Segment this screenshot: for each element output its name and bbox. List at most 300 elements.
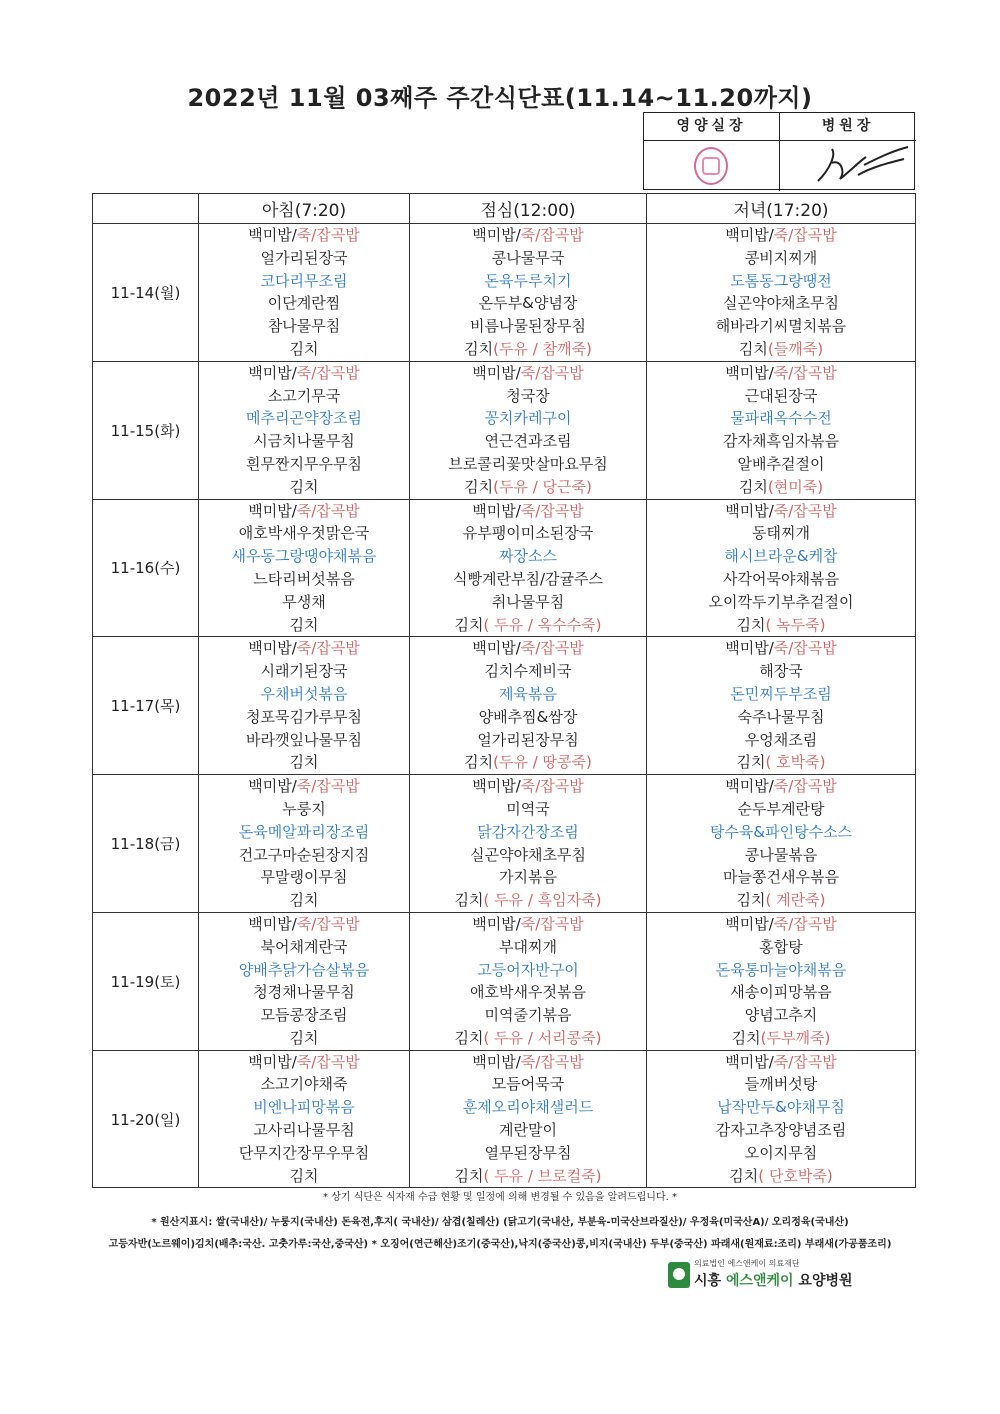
menu-item-text: 새송이피망볶음 <box>730 983 832 1002</box>
menu-item-text: 오이깍두기부추겉절이 <box>708 592 854 611</box>
menu-item <box>647 407 915 430</box>
origin-label-line-2: 고등자반(노르웨이)김치(배추:국산. 고춧가루:국산,중국산) * 오징어(연근해산)조기(중국산),낙지(중국산)콩,비지(국내산) 두부(중국산) 파래새(원재료:조리) 부래새(가공품조리) <box>108 1239 892 1250</box>
rice-white: 백미밥/ <box>725 363 774 382</box>
dinner-cell <box>647 224 916 362</box>
rice-white: 백미밥/ <box>472 639 521 658</box>
menu-item <box>199 568 409 591</box>
menu-item <box>410 683 646 706</box>
menu-item-text: 소고기무국 <box>267 386 341 405</box>
menu-item <box>199 729 409 752</box>
menu-item <box>410 729 646 752</box>
menu-item-text: 동태찌개 <box>752 524 810 543</box>
menu-item-text: 김치 <box>738 477 768 496</box>
rice-white: 백미밥/ <box>472 1052 521 1071</box>
dinner-cell <box>647 637 916 775</box>
dietitian-seal-cell <box>644 141 780 191</box>
origin-label-line-1: * 원산지표시: 쌀(국내산)/ 누룽지(국내산) 돈육전,후지( 국내산)/ 삼겹(칠레산) (닭고기(국내산, 부분육-미국산브라질산)/ 우정육(미국산A)/ 오리정육(국내산) <box>151 1217 849 1228</box>
menu-item-text: 감자고추장양념조림 <box>715 1121 847 1140</box>
rice-line <box>410 500 646 523</box>
menu-item <box>647 821 915 844</box>
day-label: 11-16(수) <box>93 499 199 637</box>
rice-white: 백미밥/ <box>472 777 521 796</box>
table-row <box>93 499 916 637</box>
menu-item-text: 우채버섯볶음 <box>260 684 348 703</box>
snack-text: (두유 / 참깨죽) <box>493 339 592 358</box>
day-label: 11-15(화) <box>93 361 199 499</box>
menu-item-text: 근대된장국 <box>744 386 818 405</box>
rice-porridge-grain: 죽/잡곡밥 <box>773 226 837 244</box>
table-row <box>93 637 916 775</box>
rice-porridge-grain: 죽/잡곡밥 <box>296 1052 360 1071</box>
menu-item-text: 코다리무조림 <box>260 271 348 290</box>
breakfast-cell <box>199 499 410 637</box>
menu-item-text: 시래기된장국 <box>260 662 348 681</box>
rice-line <box>410 913 646 936</box>
day-label: 11-20(일) <box>93 1050 199 1188</box>
menu-item-text: 소고기야채죽 <box>260 1075 348 1094</box>
menu-item-text: 콩나물볶음 <box>744 845 818 864</box>
dinner-cell <box>647 912 916 1050</box>
menu-item <box>410 407 646 430</box>
menu-item <box>199 522 409 545</box>
menu-item <box>410 1119 646 1142</box>
menu-item <box>410 338 646 361</box>
rice-white: 백미밥/ <box>472 914 521 933</box>
menu-item-text: 감자채흑임자볶음 <box>723 432 839 451</box>
menu-item <box>410 315 646 338</box>
snack-text: (현미죽) <box>767 477 824 496</box>
menu-item <box>410 751 646 774</box>
rice-line <box>647 637 915 660</box>
menu-item <box>647 706 915 729</box>
menu-item-text: 콩비지찌개 <box>744 248 818 267</box>
menu-item-text: 이단계란찜 <box>267 294 341 313</box>
menu-item <box>199 889 409 912</box>
header-breakfast: 아침(7:20) <box>199 194 410 224</box>
menu-item-text: 청국장 <box>506 386 550 405</box>
menu-item-text: 고사리나물무침 <box>253 1121 355 1140</box>
director-signature-cell <box>780 141 916 191</box>
menu-item <box>647 798 915 821</box>
menu-item <box>410 476 646 499</box>
menu-item-text: 유부팽이미소된장국 <box>462 524 594 543</box>
menu-item <box>410 1073 646 1096</box>
rice-porridge-grain: 죽/잡곡밥 <box>296 914 360 933</box>
menu-item-text: 김치 <box>736 615 766 634</box>
rice-line <box>647 775 915 798</box>
menu-item <box>199 430 409 453</box>
menu-item-text: 취나물무침 <box>491 592 565 611</box>
menu-item-text: 모듬어묵국 <box>491 1075 565 1094</box>
menu-item-text: 홍합탕 <box>759 937 803 956</box>
menu-item <box>199 936 409 959</box>
approval-dietitian-label: 영양실장 <box>644 113 780 141</box>
menu-item-text: 단무지간장무우무침 <box>238 1143 370 1162</box>
menu-item <box>410 866 646 889</box>
logo-mark-icon <box>668 1262 690 1288</box>
menu-item-text: 탕수육&파인탕수소스 <box>709 822 853 841</box>
menu-item-text: 무생채 <box>282 592 326 611</box>
menu-item <box>410 614 646 637</box>
rice-line <box>199 775 409 798</box>
snack-text: ( 두유 / 서리콩죽) <box>483 1028 602 1047</box>
dinner-cell <box>647 499 916 637</box>
menu-item <box>199 660 409 683</box>
day-label: 11-14(월) <box>93 224 199 362</box>
menu-item <box>199 1142 409 1165</box>
rice-white: 백미밥/ <box>248 914 297 933</box>
menu-item <box>647 270 915 293</box>
logo-hospital-name: 시흥 에스앤케이 요양병원 <box>694 1273 853 1289</box>
table-row <box>93 775 916 913</box>
rice-white: 백미밥/ <box>725 777 774 796</box>
menu-item <box>410 1004 646 1027</box>
rice-porridge-grain: 죽/잡곡밥 <box>296 501 360 520</box>
menu-item-text: 김치 <box>464 339 494 358</box>
menu-item <box>410 522 646 545</box>
menu-item-text: 돈민찌두부조림 <box>730 684 832 703</box>
menu-item <box>199 1027 409 1050</box>
page-title: 2022년 11월 03째주 주간식단표(11.14~11.20까지) <box>187 84 813 112</box>
rice-porridge-grain: 죽/잡곡밥 <box>773 777 837 796</box>
snack-text: (들깨죽) <box>767 339 824 358</box>
menu-item-text: 도톰동그랑땡전 <box>730 271 832 290</box>
menu-item <box>199 1004 409 1027</box>
menu-item-text: 미역줄기볶음 <box>484 1006 572 1025</box>
snack-text: ( 계란죽) <box>765 891 826 910</box>
menu-item-text: 김치 <box>289 615 319 634</box>
menu-item-text: 양배추찜&쌈장 <box>478 707 578 726</box>
table-row <box>93 224 916 362</box>
menu-item <box>199 1073 409 1096</box>
menu-item-text: 돈육통마늘야채볶음 <box>715 960 847 979</box>
rice-white: 백미밥/ <box>472 226 521 244</box>
menu-item <box>199 751 409 774</box>
menu-item <box>410 430 646 453</box>
menu-item <box>199 338 409 361</box>
menu-item <box>647 1027 915 1050</box>
menu-item-text: 브로콜리꽃맛살마요무침 <box>448 454 608 473</box>
menu-item-text: 부대찌개 <box>499 937 557 956</box>
table-header-row <box>93 194 916 224</box>
menu-item <box>199 1165 409 1188</box>
menu-item <box>199 407 409 430</box>
breakfast-cell <box>199 912 410 1050</box>
menu-item <box>199 247 409 270</box>
menu-item <box>199 453 409 476</box>
day-label: 11-19(토) <box>93 912 199 1050</box>
rice-white: 백미밥/ <box>248 639 297 658</box>
menu-item-text: 알배추겉절이 <box>737 454 825 473</box>
menu-item <box>199 1119 409 1142</box>
menu-item <box>647 1096 915 1119</box>
menu-item-text: 느타리버섯볶음 <box>253 569 355 588</box>
lunch-cell <box>410 361 647 499</box>
menu-item-text: 애호박새우젓맑은국 <box>238 524 370 543</box>
menu-item-text: 김치 <box>289 1028 319 1047</box>
rice-line <box>647 224 915 247</box>
change-notice: * 상기 식단은 식자재 수급 현황 및 일정에 의해 변경될 수 있음을 알려드립니다. * <box>323 1192 677 1203</box>
logo-foundation-name: 의료법인 에스앤케이 의료재단 <box>694 1259 800 1268</box>
menu-item-text: 청경채나물무침 <box>253 983 355 1002</box>
menu-item-text: 김치 <box>736 891 766 910</box>
menu-item-text: 김치 <box>464 753 494 772</box>
menu-item <box>647 751 915 774</box>
menu-item-text: 오이지무침 <box>744 1143 818 1162</box>
rice-porridge-grain: 죽/잡곡밥 <box>520 226 584 244</box>
rice-porridge-grain: 죽/잡곡밥 <box>520 777 584 796</box>
lunch-cell <box>410 912 647 1050</box>
menu-item-text: 흰무짠지무우무침 <box>246 454 362 473</box>
snack-text: (두유 / 당근죽) <box>493 477 592 496</box>
menu-item-text: 가지볶음 <box>499 868 557 887</box>
menu-item <box>199 315 409 338</box>
menu-item-text: 사각어묵야채볶음 <box>723 569 839 588</box>
menu-item-text: 김치 <box>289 891 319 910</box>
rice-white: 백미밥/ <box>248 363 297 382</box>
menu-item-text: 건고구마순된장지짐 <box>238 845 370 864</box>
dinner-cell <box>647 775 916 913</box>
menu-item-text: 짜장소스 <box>499 547 557 566</box>
rice-line <box>410 775 646 798</box>
menu-item <box>410 545 646 568</box>
rice-porridge-grain: 죽/잡곡밥 <box>520 914 584 933</box>
rice-white: 백미밥/ <box>725 1052 774 1071</box>
menu-item <box>647 292 915 315</box>
breakfast-cell <box>199 775 410 913</box>
menu-item-text: 훈제오리야채샐러드 <box>462 1098 594 1117</box>
menu-item <box>199 292 409 315</box>
menu-item-text: 미역국 <box>506 799 550 818</box>
menu-item <box>410 844 646 867</box>
menu-item-text: 납작만두&야채무침 <box>717 1098 845 1117</box>
rice-line <box>199 362 409 385</box>
menu-item-text: 숙주나물무침 <box>737 707 825 726</box>
menu-item <box>199 591 409 614</box>
menu-item-text: 콩나물무국 <box>491 248 565 267</box>
menu-item-text: 실곤약야채초무침 <box>470 845 586 864</box>
menu-item-text: 얼가리된장무침 <box>477 730 579 749</box>
signature <box>780 141 916 191</box>
menu-item <box>410 706 646 729</box>
menu-item-text: 꽁치카레구이 <box>484 409 572 428</box>
menu-item-text: 실곤약야채초무침 <box>723 294 839 313</box>
snack-text: ( 두유 / 흑임자죽) <box>483 891 602 910</box>
menu-item-text: 돈육메알꽈리장조림 <box>238 822 370 841</box>
menu-item-text: 김치 <box>289 339 319 358</box>
menu-item-text: 김치 <box>454 615 484 634</box>
snack-text: (두부깨죽) <box>760 1028 831 1047</box>
menu-item-text: 식빵계란부침/감귤주스 <box>453 569 603 588</box>
rice-porridge-grain: 죽/잡곡밥 <box>296 639 360 658</box>
snack-text: (두유 / 땅콩죽) <box>493 753 592 772</box>
menu-item <box>199 385 409 408</box>
menu-item <box>410 292 646 315</box>
menu-item-text: 열무된장무침 <box>484 1143 572 1162</box>
menu-item <box>410 453 646 476</box>
menu-item <box>410 1027 646 1050</box>
menu-item-text: 바라깻잎나물무침 <box>246 730 362 749</box>
rice-white: 백미밥/ <box>248 501 297 520</box>
rice-white: 백미밥/ <box>472 501 521 520</box>
rice-line <box>410 637 646 660</box>
menu-item <box>647 889 915 912</box>
rice-white: 백미밥/ <box>725 639 774 658</box>
menu-item-text: 김치 <box>289 477 319 496</box>
menu-item-text: 김치 <box>738 339 768 358</box>
menu-item <box>647 545 915 568</box>
menu-item <box>199 981 409 1004</box>
rice-porridge-grain: 죽/잡곡밥 <box>773 501 837 520</box>
menu-item <box>647 1073 915 1096</box>
rice-line <box>199 637 409 660</box>
menu-item <box>410 936 646 959</box>
menu-item-text: 들깨버섯탕 <box>744 1075 818 1094</box>
lunch-cell <box>410 224 647 362</box>
menu-item <box>199 798 409 821</box>
menu-item-text: 계란말이 <box>499 1121 557 1140</box>
lunch-cell <box>410 1050 647 1188</box>
menu-item <box>199 866 409 889</box>
approval-director-label: 병원장 <box>780 113 916 141</box>
menu-item <box>647 522 915 545</box>
menu-item <box>647 385 915 408</box>
menu-item <box>410 959 646 982</box>
menu-item <box>410 660 646 683</box>
lunch-cell <box>410 637 647 775</box>
menu-item-text: 김치 <box>454 1028 484 1047</box>
rice-line <box>199 1051 409 1074</box>
menu-item-text: 순두부계란탕 <box>737 799 825 818</box>
menu-item <box>410 1165 646 1188</box>
menu-item-text: 청포묵김가루무침 <box>246 707 362 726</box>
weekly-menu-table <box>92 193 916 1188</box>
menu-item-text: 해바라기씨멸치볶음 <box>715 317 847 336</box>
lunch-cell <box>410 775 647 913</box>
snack-text: ( 두유 / 옥수수죽) <box>483 615 602 634</box>
rice-white: 백미밥/ <box>248 777 297 796</box>
rice-porridge-grain: 죽/잡곡밥 <box>520 501 584 520</box>
menu-item <box>410 568 646 591</box>
rice-line <box>647 913 915 936</box>
rice-line <box>647 362 915 385</box>
rice-porridge-grain: 죽/잡곡밥 <box>520 1052 584 1071</box>
menu-item <box>199 683 409 706</box>
snack-text: ( 두유 / 브로컬죽) <box>483 1166 602 1185</box>
menu-item-text: 메추리곤약장조림 <box>246 409 362 428</box>
menu-item-text: 김치 <box>731 1028 761 1047</box>
menu-item-text: 애호박새우젓볶음 <box>470 983 586 1002</box>
menu-item-text: 비엔나피망볶음 <box>253 1098 355 1117</box>
menu-item-text: 연근견과조림 <box>484 432 572 451</box>
menu-item-text: 김치 <box>464 477 494 496</box>
rice-porridge-grain: 죽/잡곡밥 <box>296 226 360 244</box>
menu-item <box>410 270 646 293</box>
menu-item <box>199 844 409 867</box>
rice-line <box>410 362 646 385</box>
menu-item <box>647 866 915 889</box>
rice-white: 백미밥/ <box>248 226 297 244</box>
menu-item-text: 우엉채조림 <box>744 730 818 749</box>
rice-porridge-grain: 죽/잡곡밥 <box>773 1052 837 1071</box>
rice-porridge-grain: 죽/잡곡밥 <box>520 363 584 382</box>
rice-line <box>647 500 915 523</box>
menu-item-text: 누룽지 <box>282 799 326 818</box>
menu-item <box>647 1165 915 1188</box>
menu-item-text: 얼가리된장국 <box>260 248 348 267</box>
menu-item-text: 김치 <box>454 891 484 910</box>
header-day <box>93 194 199 224</box>
table-row <box>93 361 916 499</box>
menu-item-text: 김치수제비국 <box>484 662 572 681</box>
menu-item <box>647 247 915 270</box>
table-row <box>93 1050 916 1188</box>
menu-item <box>410 981 646 1004</box>
menu-item <box>647 430 915 453</box>
rice-white: 백미밥/ <box>725 226 774 244</box>
breakfast-cell <box>199 1050 410 1188</box>
menu-item <box>647 981 915 1004</box>
rice-line <box>199 500 409 523</box>
rice-white: 백미밥/ <box>248 1052 297 1071</box>
menu-item <box>647 338 915 361</box>
menu-item <box>647 844 915 867</box>
menu-item <box>647 1142 915 1165</box>
hospital-logo <box>668 1254 868 1294</box>
rice-porridge-grain: 죽/잡곡밥 <box>773 363 837 382</box>
menu-item <box>647 660 915 683</box>
menu-item <box>199 545 409 568</box>
menu-item <box>199 959 409 982</box>
menu-item-text: 양념고추지 <box>744 1006 818 1025</box>
menu-item-text: 물파래옥수수전 <box>730 409 832 428</box>
menu-item-text: 비름나물된장무침 <box>470 317 586 336</box>
menu-item <box>199 270 409 293</box>
snack-text: ( 호박죽) <box>765 753 826 772</box>
menu-item <box>647 683 915 706</box>
table-row <box>93 912 916 1050</box>
menu-item <box>410 247 646 270</box>
menu-item <box>647 729 915 752</box>
snack-text: ( 녹두죽) <box>765 615 826 634</box>
menu-item-text: 무말랭이무침 <box>260 868 348 887</box>
lunch-cell <box>410 499 647 637</box>
day-label: 11-17(목) <box>93 637 199 775</box>
rice-porridge-grain: 죽/잡곡밥 <box>520 639 584 658</box>
menu-item <box>410 591 646 614</box>
rice-line <box>199 913 409 936</box>
menu-item <box>647 568 915 591</box>
menu-item-text: 북어채계란국 <box>260 937 348 956</box>
rice-white: 백미밥/ <box>725 501 774 520</box>
menu-item <box>647 476 915 499</box>
menu-item-text: 제육볶음 <box>499 684 557 703</box>
menu-item-text: 돈육두루치기 <box>484 271 572 290</box>
menu-item <box>647 614 915 637</box>
breakfast-cell <box>199 224 410 362</box>
menu-item <box>647 936 915 959</box>
menu-item-text: 양배추닭가슴살볶음 <box>238 960 370 979</box>
menu-item-text: 김치 <box>289 753 319 772</box>
menu-item <box>410 889 646 912</box>
menu-item <box>647 591 915 614</box>
menu-item-text: 김치 <box>454 1166 484 1185</box>
menu-item <box>647 315 915 338</box>
rice-line <box>410 1051 646 1074</box>
menu-item <box>410 1142 646 1165</box>
menu-item <box>647 959 915 982</box>
menu-item <box>647 1004 915 1027</box>
